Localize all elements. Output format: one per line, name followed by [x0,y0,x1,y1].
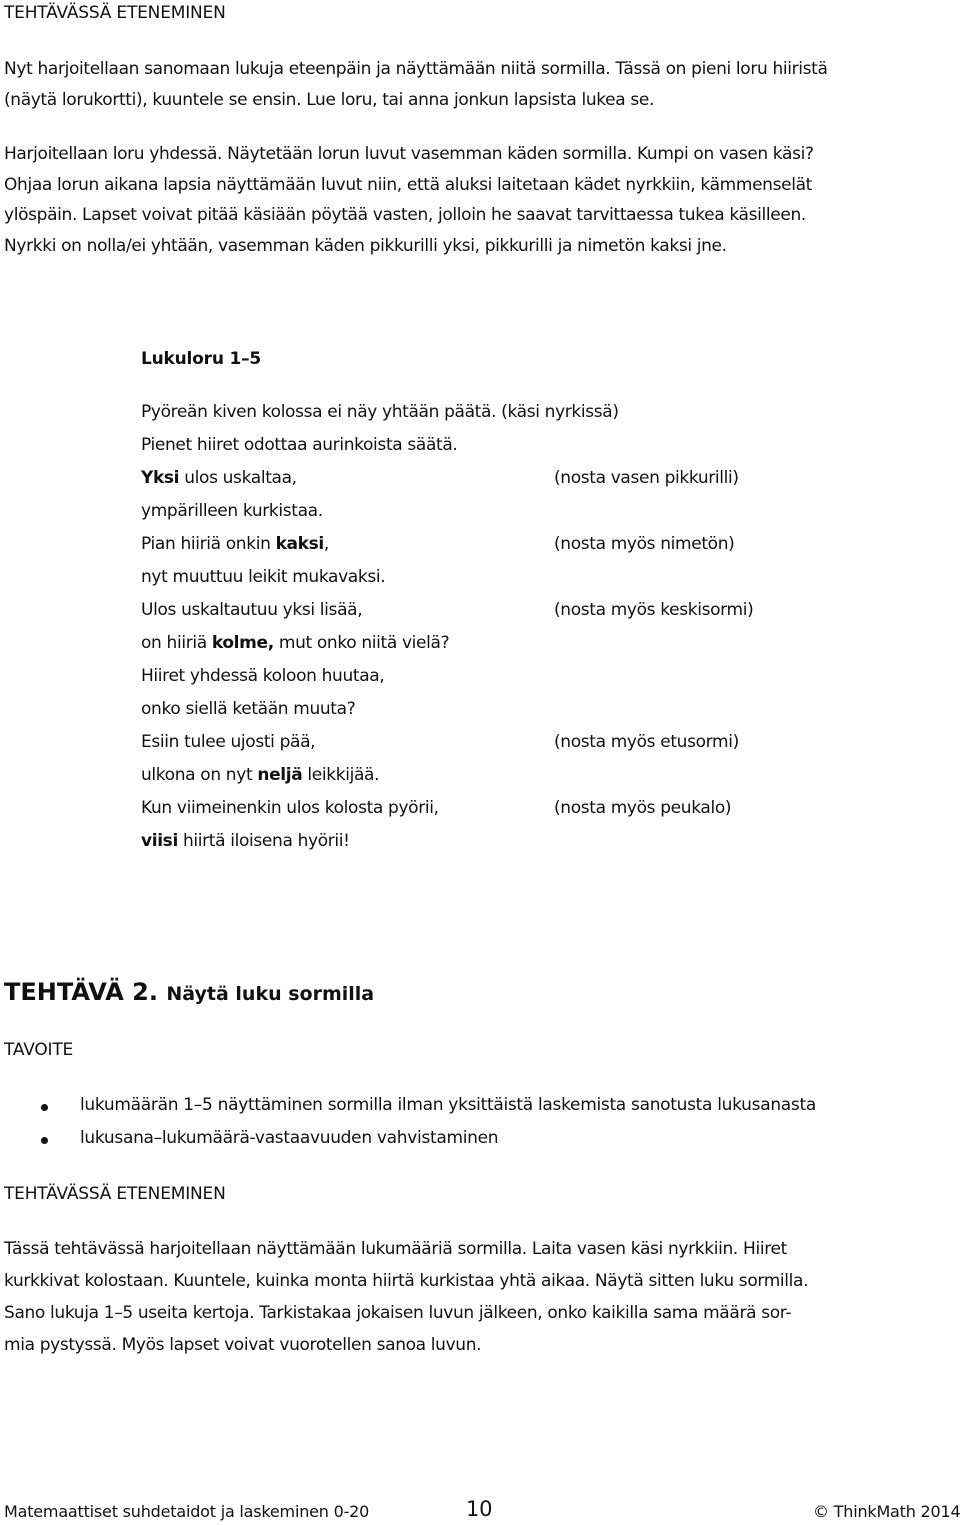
footer-copyright: © ThinkMath 2014 [813,1502,960,1521]
poem-line: Pienet hiiret odottaa aurinkoista säätä. [141,435,458,455]
paragraph-line: kurkkivat kolostaan. Kuuntele, kuinka monta hiirtä kurkistaa yhtä aikaa. Näytä sitten luku sormilla. [4,1271,809,1291]
poem-bold-number: Yksi [141,468,180,488]
poem-line: Pyöreän kiven kolossa ei näy yhtään päätä. (käsi nyrkissä) [141,402,619,422]
poem-bold-number: neljä [257,765,303,785]
paragraph-line: ylöspäin. Lapset voivat pitää käsiään pöytää vasten, jolloin he saavat tarvittaessa tukea käsilleen. [4,205,806,225]
poem-gesture-note: (nosta myös nimetön) [554,534,735,554]
poem-line: Kun viimeinenkin ulos kolosta pyörii, [141,798,439,818]
poem-line: Esiin tulee ujosti pää, [141,732,316,752]
poem-bold-number: kaksi [275,534,324,554]
task-number: TEHTÄVÄ 2. [4,978,158,1006]
poem-line: on hiiriä kolme, mut onko niitä vielä? [141,633,450,653]
intro-paragraph [4,54,958,115]
footer-title: Matemaattiset suhdetaidot ja laskeminen 0-20 [4,1502,370,1521]
poem-line: Pian hiiriä onkin kaksi, [141,534,329,554]
section-heading-progress: TEHTÄVÄSSÄ ETENEMINEN [4,3,226,23]
paragraph-line: Ohjaa lorun aikana lapsia näyttämään luvut niin, että aluksi laitetaan kädet nyrkkiin, kämmenselät [4,174,812,195]
bullet-icon [41,1137,48,1144]
poem [141,402,841,862]
poem-line: Hiiret yhdessä koloon huutaa, [141,666,385,686]
poem-line: Yksi ulos uskaltaa, [141,468,297,488]
goals-list: lukumäärän 1–5 näyttäminen sormilla ilman yksittäistä laskemista sanotusta lukusanasta lukusana–lukumäärä-vastaavuuden vahvistaminen [41,1095,951,1165]
section-heading-goal: TAVOITE [4,1040,74,1060]
poem-line: viisi hiirtä iloisena hyörii! [141,831,350,851]
bullet-icon [41,1104,48,1111]
paragraph-line: Nyrkki on nolla/ei yhtään, vasemman käden pikkurilli yksi, pikkurilli ja nimetön kaksi jne. [4,235,727,256]
paragraph-line: Harjoitellaan loru yhdessä. Näytetään lorun luvut vasemman käden sormilla. Kumpi on vasen käsi? [4,144,814,164]
section-heading-progress: TEHTÄVÄSSÄ ETENEMINEN [4,1184,226,1204]
poem-line: ulkona on nyt neljä leikkijää. [141,765,380,785]
paragraph-line: Sano lukuja 1–5 useita kertoja. Tarkistakaa jokaisen luvun jälkeen, onko kaikilla sama määrä sor- [4,1303,792,1323]
task-name: Näytä luku sormilla [166,983,375,1005]
poem-bold-number: kolme, [211,633,274,653]
poem-line: ympärilleen kurkistaa. [141,501,323,521]
paragraph-line: mia pystyssä. Myös lapset voivat vuorotellen sanoa luvun. [4,1335,482,1355]
poem-gesture-note: (nosta vasen pikkurilli) [554,468,739,488]
poem-title: Lukuloru 1–5 [141,349,262,369]
poem-line: nyt muuttuu leikit mukavaksi. [141,567,386,587]
poem-gesture-note: (nosta myös peukalo) [554,798,732,818]
poem-gesture-note: (nosta myös etusormi) [554,732,739,752]
instructions-paragraph [4,139,958,261]
task-title [4,978,374,1006]
paragraph-line: Tässä tehtävässä harjoitellaan näyttämään lukumääriä sormilla. Laita vasen käsi nyrkkiin. Hiiret [4,1239,787,1259]
poem-gesture-note: (nosta myös keskisormi) [554,600,754,620]
task-instructions-paragraph [4,1233,958,1361]
paragraph-line: Nyt harjoitellaan sanomaan lukuja eteenpäin ja näyttämään niitä sormilla. Tässä on pieni loru hiiristä [4,59,828,79]
paragraph-line: (näytä lorukortti), kuuntele se ensin. Lue loru, tai anna jonkun lapsista lukea se. [4,89,655,110]
poem-line: Ulos uskaltautuu yksi lisää, [141,600,363,620]
page-number: 10 [466,1497,493,1521]
poem-bold-number: viisi [141,831,178,851]
poem-line: onko siellä ketään muuta? [141,699,356,719]
